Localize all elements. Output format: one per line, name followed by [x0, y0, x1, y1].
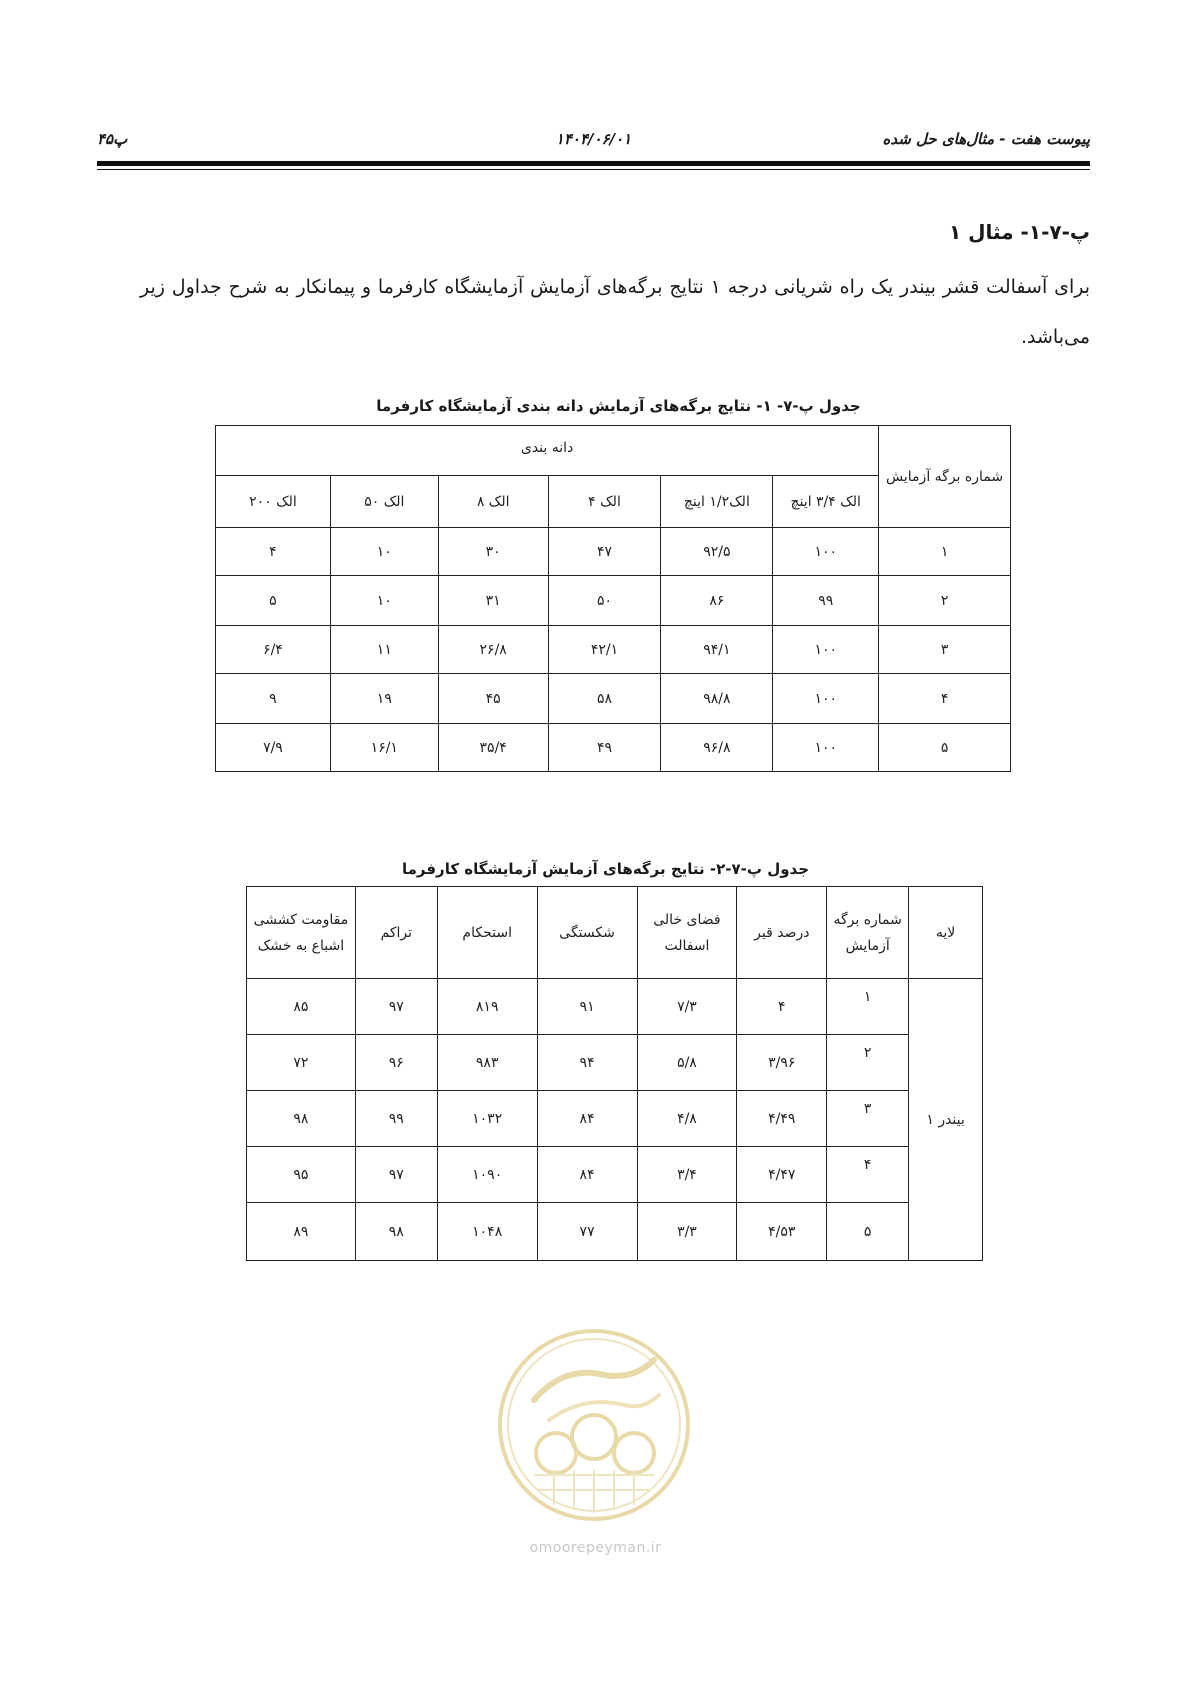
value-cell: ۱۰: [330, 576, 438, 626]
table-row: [247, 1035, 983, 1091]
table-row: [247, 1203, 983, 1261]
value-cell: ۸۵: [247, 979, 356, 1035]
value-cell: ۳۰: [438, 528, 548, 576]
layer-cell: بیندر ۱: [909, 979, 983, 1261]
value-cell: ۱۰۰: [773, 674, 879, 724]
breakage-header: شکستگی: [537, 887, 637, 979]
value-cell: ۴۹: [548, 724, 661, 772]
value-cell: ۸۴: [537, 1147, 637, 1203]
table-row: [247, 979, 983, 1035]
gradation-table: [215, 425, 1011, 772]
header-page-number: پ۴۵: [97, 130, 128, 148]
header-date: ۱۴۰۴/۰۶/۰۱: [555, 130, 632, 148]
air-voids-header: فضای خالی اسفالت: [637, 887, 737, 979]
sheet-number-header: شماره برگه آزمایش: [879, 426, 1011, 528]
sheet-number-cell: ۵: [879, 724, 1011, 772]
value-cell: ۷۲: [247, 1035, 356, 1091]
value-cell: ۳۱: [438, 576, 548, 626]
value-cell: ۴۷: [548, 528, 661, 576]
column-header: الک ۳/۴ اینچ: [773, 476, 879, 528]
value-cell: ۴/۵۳: [737, 1203, 827, 1261]
value-cell: ۹۸: [247, 1091, 356, 1147]
value-cell: ۸۹: [247, 1203, 356, 1261]
value-cell: ۱۰۴۸: [437, 1203, 537, 1261]
watermark-site: omoorepeyman.ir: [529, 1540, 662, 1556]
bitumen-percent-header: درصد قیر: [737, 887, 827, 979]
value-cell: ۹۴: [537, 1035, 637, 1091]
sheet-number-cell: ۴: [879, 674, 1011, 724]
sheet-number-cell: ۲: [879, 576, 1011, 626]
value-cell: ۹۱: [537, 979, 637, 1035]
table2-caption: جدول پ-۷-۲- نتایج برگه‌های آزمایش آزمایشگاه کارفرما: [401, 860, 810, 878]
value-cell: ۵۰: [548, 576, 661, 626]
value-cell: ۹۷: [355, 1147, 437, 1203]
header-title: پیوست هفت - مثال‌های حل شده: [882, 130, 1090, 148]
lab-results-table: [246, 886, 983, 1261]
value-cell: ۱۰۰: [773, 724, 879, 772]
value-cell: ۸۱۹: [437, 979, 537, 1035]
value-cell: ۹۸: [355, 1203, 437, 1261]
value-cell: ۵/۸: [637, 1035, 737, 1091]
value-cell: ۸۴: [537, 1091, 637, 1147]
table-row: [216, 576, 1011, 626]
watermark-logo-icon: [494, 1325, 694, 1525]
section-title: پ-۷-۱- مثال ۱: [948, 220, 1090, 244]
value-cell: ۹۸/۸: [661, 674, 773, 724]
sheet-number-cell: ۵: [827, 1203, 909, 1261]
section-paragraph: برای آسفالت قشر بیندر یک راه شریانی درجه ۱ نتایج برگه‌های آزمایش آزمایشگاه کارفرما و پیمانکار به شرح جداول زیر می‌باشد.: [140, 276, 1091, 348]
value-cell: ۱۰: [330, 528, 438, 576]
table-row: [247, 1091, 983, 1147]
value-cell: ۹۷: [355, 979, 437, 1035]
gradation-group-header: دانه بندی: [216, 426, 879, 476]
value-cell: ۱۹: [330, 674, 438, 724]
value-cell: ۱۰۳۲: [437, 1091, 537, 1147]
column-header: الک ۴: [548, 476, 661, 528]
value-cell: ۳/۴: [637, 1147, 737, 1203]
table-row: [216, 626, 1011, 674]
value-cell: ۵: [216, 576, 331, 626]
value-cell: ۱۶/۱: [330, 724, 438, 772]
header-rule-thin: [97, 169, 1090, 170]
value-cell: ۴/۸: [637, 1091, 737, 1147]
stability-header: استحکام: [437, 887, 537, 979]
value-cell: ۷/۹: [216, 724, 331, 772]
value-cell: ۳/۳: [637, 1203, 737, 1261]
column-header: الک ۲۰۰: [216, 476, 331, 528]
tsr-header: مقاومت کششی اشباع به خشک: [247, 887, 356, 979]
layer-header: لایه: [909, 887, 983, 979]
value-cell: ۱۰۰: [773, 626, 879, 674]
value-cell: ۱۰۰: [773, 528, 879, 576]
value-cell: ۴/۴۷: [737, 1147, 827, 1203]
table-row: [216, 724, 1011, 772]
sheet-number-cell: ۳: [827, 1091, 909, 1147]
value-cell: ۹۲/۵: [661, 528, 773, 576]
value-cell: ۴: [216, 528, 331, 576]
sheet-number-cell: ۱: [879, 528, 1011, 576]
value-cell: ۵۸: [548, 674, 661, 724]
value-cell: ۲۶/۸: [438, 626, 548, 674]
value-cell: ۱۱: [330, 626, 438, 674]
value-cell: ۱۰۹۰: [437, 1147, 537, 1203]
value-cell: ۶/۴: [216, 626, 331, 674]
column-header: الک۱/۲ اینچ: [661, 476, 773, 528]
value-cell: ۹۶/۸: [661, 724, 773, 772]
page-header: [97, 130, 1090, 156]
sheet-number-header: شماره برگه آزمایش: [827, 887, 909, 979]
table-row: [216, 674, 1011, 724]
table-row: [216, 528, 1011, 576]
value-cell: ۹۹: [355, 1091, 437, 1147]
column-header: الک ۸: [438, 476, 548, 528]
value-cell: ۹۸۳: [437, 1035, 537, 1091]
value-cell: ۸۶: [661, 576, 773, 626]
value-cell: ۹۴/۱: [661, 626, 773, 674]
table-row: [247, 1147, 983, 1203]
sheet-number-cell: ۲: [827, 1035, 909, 1091]
density-header: تراکم: [355, 887, 437, 979]
value-cell: ۴۵: [438, 674, 548, 724]
value-cell: ۴/۴۹: [737, 1091, 827, 1147]
sheet-number-cell: ۳: [879, 626, 1011, 674]
value-cell: ۳۵/۴: [438, 724, 548, 772]
column-header: الک ۵۰: [330, 476, 438, 528]
value-cell: ۹۶: [355, 1035, 437, 1091]
value-cell: ۹۹: [773, 576, 879, 626]
table1-caption: جدول پ-۷- ۱- نتایج برگه‌های آزمایش دانه بندی آزمایشگاه کارفرما: [376, 397, 861, 415]
header-rule-thick: [97, 161, 1090, 166]
value-cell: ۷/۳: [637, 979, 737, 1035]
sheet-number-cell: ۱: [827, 979, 909, 1035]
value-cell: ۴۲/۱: [548, 626, 661, 674]
value-cell: ۹: [216, 674, 331, 724]
value-cell: ۴: [737, 979, 827, 1035]
value-cell: ۹۵: [247, 1147, 356, 1203]
sheet-number-cell: ۴: [827, 1147, 909, 1203]
value-cell: ۳/۹۶: [737, 1035, 827, 1091]
value-cell: ۷۷: [537, 1203, 637, 1261]
